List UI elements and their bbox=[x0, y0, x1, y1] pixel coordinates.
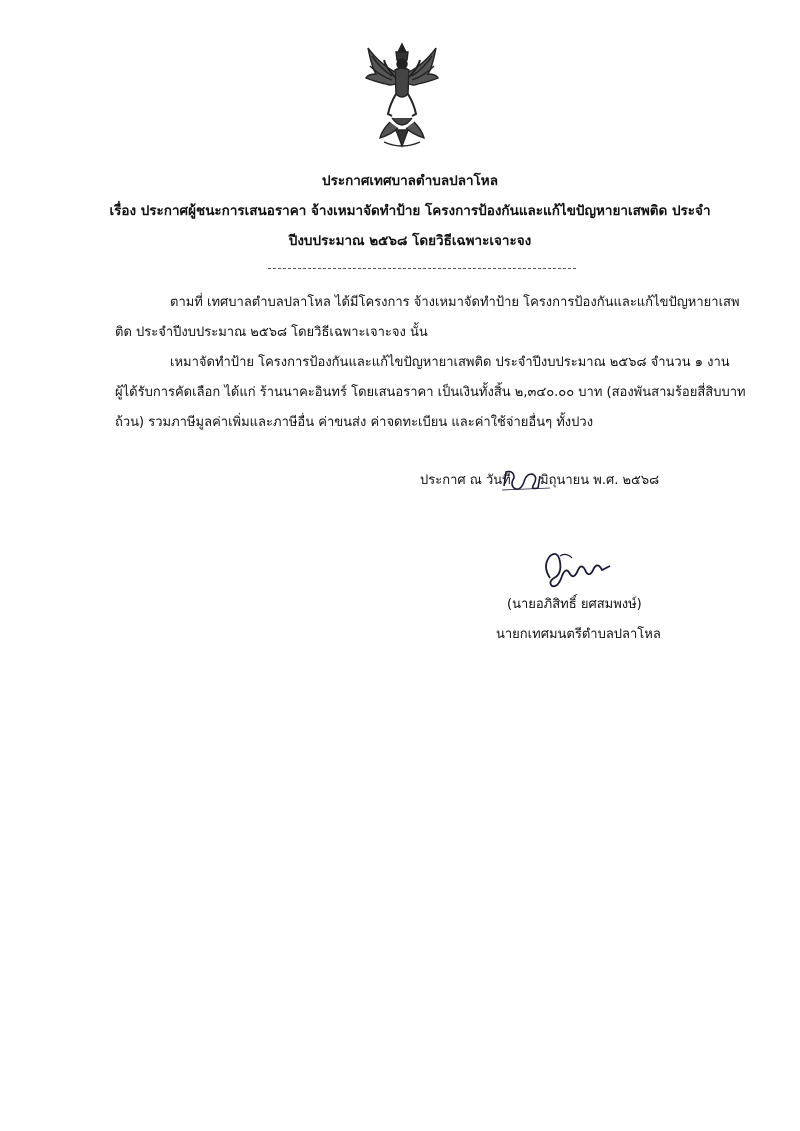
paragraph-1-line-1: ตามที่ เทศบาลตำบลปลาโหล ได้มีโครงการ จ้างเหมาจัดทำป้าย โครงการป้องกันและแก้ไขปัญหายาเสพ bbox=[170, 295, 740, 310]
paragraph-2-line-2: ผู้ได้รับการคัดเลือก ได้แก่ ร้านนาคะอินทร์ โดยเสนอราคา เป็นเงินทั้งสิ้น ๒,๓๔๐.๐๐ บาท (สองพันสามร้อยสี่สิบบาท bbox=[115, 385, 746, 400]
subject-line-1: เรื่อง ประกาศผู้ชนะการเสนอราคา จ้างเหมาจัดทำป้าย โครงการป้องกันและแก้ไขปัญหายาเสพติด ประจำ bbox=[109, 203, 711, 219]
org-title: ประกาศเทศบาลตำบลปลาโหล bbox=[322, 173, 498, 189]
paragraph-1-line-2: ติด ประจำปีงบประมาณ ๒๕๖๘ โดยวิธีเฉพาะเจาะจง นั้น bbox=[115, 325, 428, 340]
paragraph-2-line-1: เหมาจัดทำป้าย โครงการป้องกันและแก้ไขปัญหายาเสพติด ประจำปีงบประมาณ ๒๕๖๘ จำนวน ๑ งาน bbox=[170, 355, 730, 370]
date-suffix: มิถุนายน พ.ศ. ๒๕๖๘ bbox=[540, 473, 660, 488]
subject-line-2: ปีงบประมาณ ๒๕๖๘ โดยวิธีเฉพาะเจาะจง bbox=[288, 233, 532, 249]
date-prefix: ประกาศ ณ วันที่ bbox=[420, 473, 511, 488]
signature-icon bbox=[540, 548, 612, 592]
signatory-position: นายกเทศมนตรีตำบลปลาโหล bbox=[496, 627, 661, 642]
signatory-name: (นายอภิสิทธิ์ ยศสมพงษ์) bbox=[507, 597, 642, 612]
garuda-emblem-icon bbox=[362, 38, 442, 150]
paragraph-2-line-3: ถ้วน) รวมภาษีมูลค่าเพิ่มและภาษีอื่น ค่าขนส่ง ค่าจดทะเบียน และค่าใช้จ่ายอื่นๆ ทั้งปวง bbox=[115, 415, 594, 430]
header-divider bbox=[268, 268, 576, 269]
